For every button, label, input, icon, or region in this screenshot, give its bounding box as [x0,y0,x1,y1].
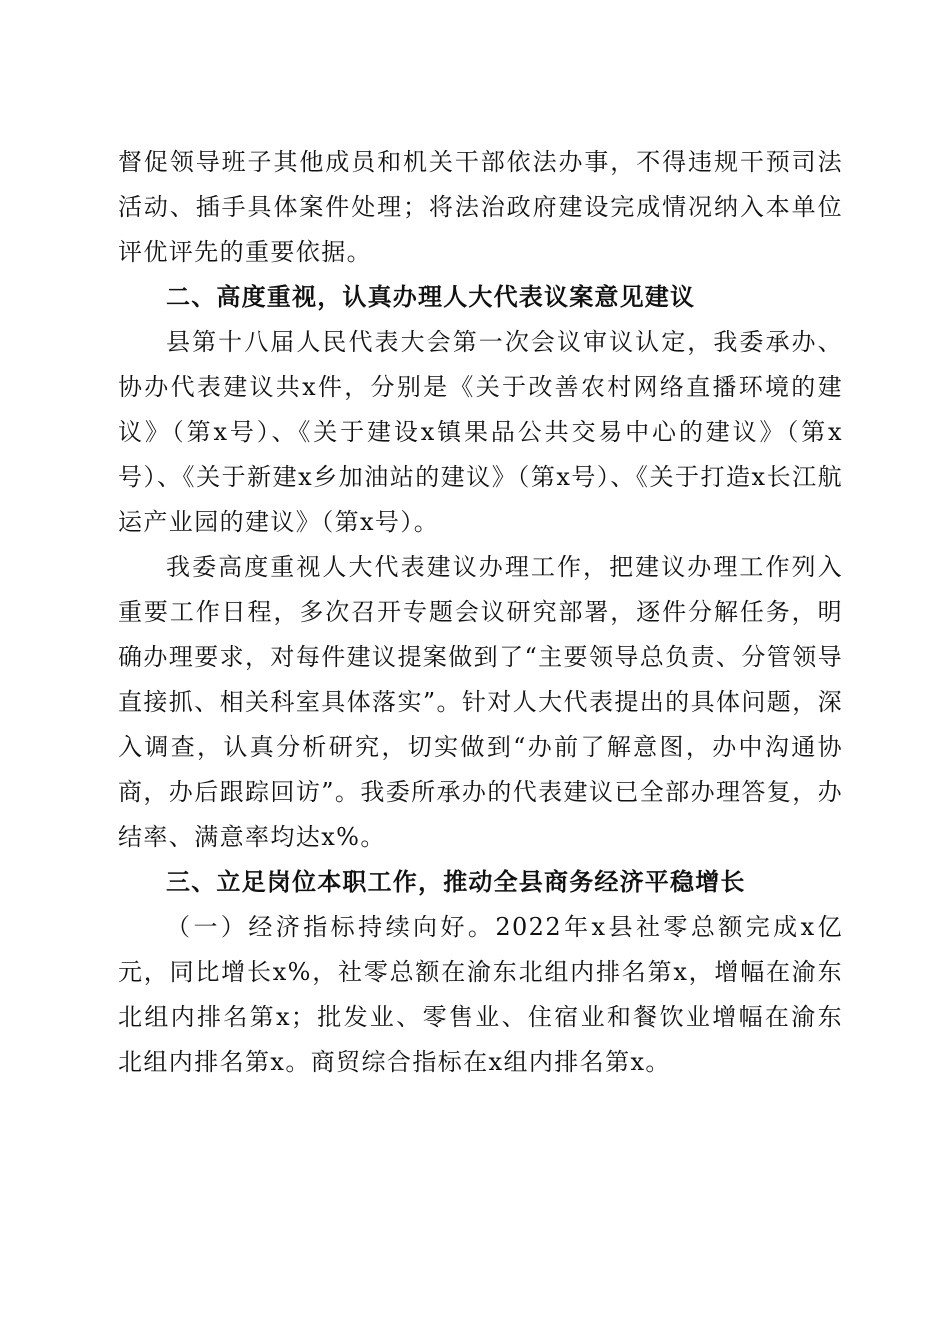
intro-paragraph: 督促领导班子其他成员和机关干部依法办事，不得违规干预司法活动、插手具体案件处理；将法治政府建设完成情况纳入本单位评优评先的重要依据。 [118,148,843,266]
section-3-heading: 三、立足岗位本职工作，推动全县商务经济平稳增长 [166,868,746,896]
section-2-paragraph-1: 县第十八届人民代表大会第一次会议审议认定，我委承办、协办代表建议共x件，分别是《关于改善农村网络直播环境的建议》（第x号）、《关于建设x镇果品公共交易中心的建议》（第x号）、《关于新建x乡加油站的建议》（第x号）、《关于打造x长江航运产业园的建议》（第x号）。 [118,328,843,536]
section-2-paragraph-2: 我委高度重视人大代表建议办理工作，把建议办理工作列入重要工作日程，多次召开专题会议研究部署，逐件分解任务，明确办理要求，对每件建议提案做到了“主要领导总负责、分管领导直接抓、相关科室具体落实”。针对人大代表提出的具体问题，深入调查，认真分析研究，切实做到“办前了解意图，办中沟通协商，办后跟踪回访”。我委所承办的代表建议已全部办理答复，办结率、满意率均达x%。 [118,553,843,851]
section-2-heading: 二、高度重视，认真办理人大代表议案意见建议 [166,283,696,311]
document-body [118,140,843,1085]
section-3-paragraph-1: （一）经济指标持续向好。2022年x县社零总额完成x亿元，同比增长x%，社零总额在渝东北组内排名第x，增幅在渝东北组内排名第x；批发业、零售业、住宿业和餐饮业增幅在渝东北组内排名第x。商贸综合指标在x组内排名第x。 [118,913,843,1076]
